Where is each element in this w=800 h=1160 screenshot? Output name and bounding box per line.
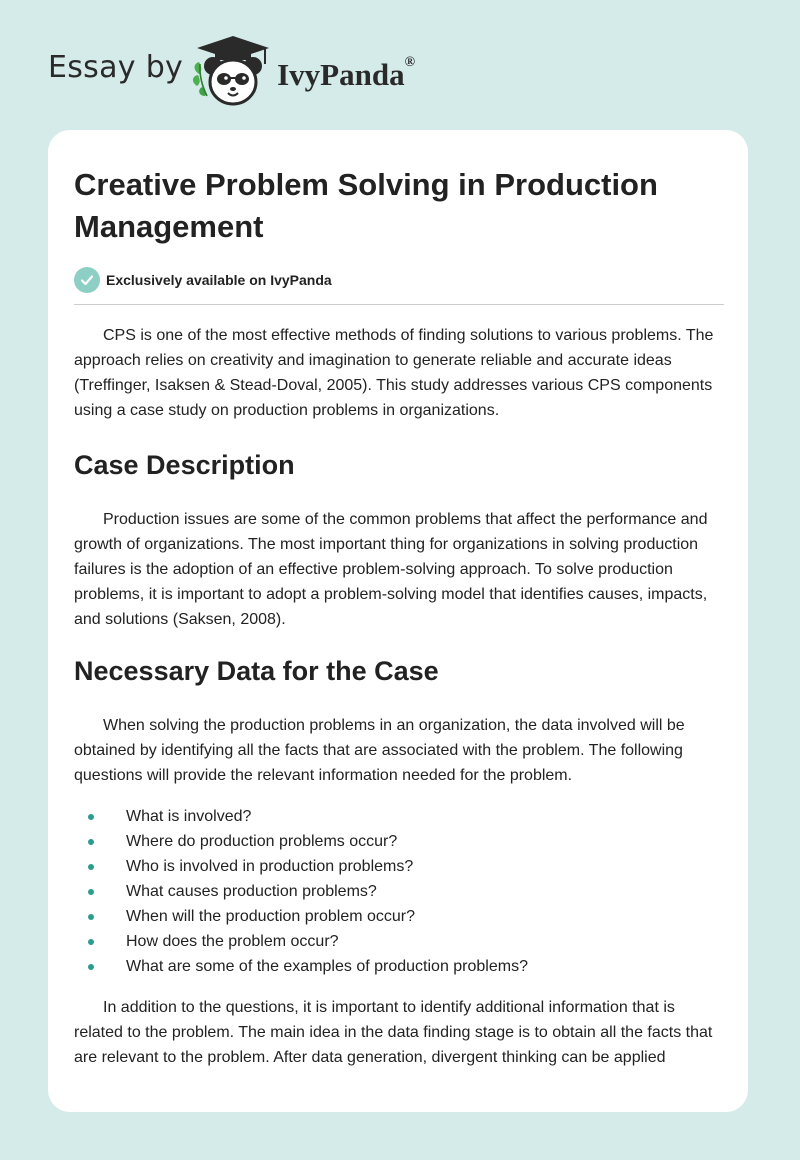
site-header	[48, 34, 548, 110]
intro-paragraph: CPS is one of the most effective methods of finding solutions to various problems. The approach relies on creativity and imagination to generate reliable and accurate ideas (Treffinger, Isaksen & Stead-Doval, 2005). This study addresses various CPS components using a case study on production problems in organizations.	[74, 327, 714, 419]
list-item: When will the production problem occur?	[74, 904, 724, 929]
list-item: Where do production problems occur?	[74, 829, 724, 854]
divider	[74, 304, 724, 305]
exclusive-badge	[74, 267, 724, 293]
exclusive-label: Exclusively available on IvyPanda	[106, 272, 332, 288]
check-icon	[74, 267, 100, 293]
bullet-icon	[88, 964, 94, 970]
case-description-paragraph: Production issues are some of the common problems that affect the performance and growth of organizations. The most important thing for organizations in solving production failures is the adoption of an effective problem-solving approach. To solve production problems, it is important to adopt a problem-solving model that identifies causes, impacts, and solutions (Saksen, 2008).	[74, 511, 708, 628]
list-item: What causes production problems?	[74, 879, 724, 904]
section-heading-necessary-data: Necessary Data for the Case	[74, 656, 439, 686]
bullet-icon	[88, 914, 94, 920]
list-item: Who is involved in production problems?	[74, 854, 724, 879]
essay-by-label: Essay by	[48, 49, 184, 85]
bullet-icon	[88, 889, 94, 895]
section-heading-case-description: Case Description	[74, 450, 295, 480]
questions-list	[74, 804, 724, 979]
list-item: How does the problem occur?	[74, 929, 724, 954]
list-item: What is involved?	[74, 804, 724, 829]
panda-logo-icon[interactable]	[191, 34, 275, 110]
bullet-icon	[88, 864, 94, 870]
bullet-icon	[88, 939, 94, 945]
necessary-data-paragraph: When solving the production problems in an organization, the data involved will be obtained by identifying all the facts that are associated with the problem. The following questions will provide the relevant information needed for the problem.	[74, 717, 685, 784]
article-card	[48, 130, 748, 1112]
page-title: Creative Problem Solving in Production Management	[74, 167, 658, 244]
article-content	[74, 164, 724, 1070]
brand-name[interactable]: IvyPanda®	[277, 55, 416, 92]
bullet-icon	[88, 814, 94, 820]
bullet-icon	[88, 839, 94, 845]
list-item: What are some of the examples of production problems?	[74, 954, 724, 979]
additional-info-paragraph: In addition to the questions, it is important to identify additional information that is related to the problem. The main idea in the data finding stage is to obtain all the facts that are relevant to the problem. After data generation, divergent thinking can be applied	[74, 999, 713, 1066]
